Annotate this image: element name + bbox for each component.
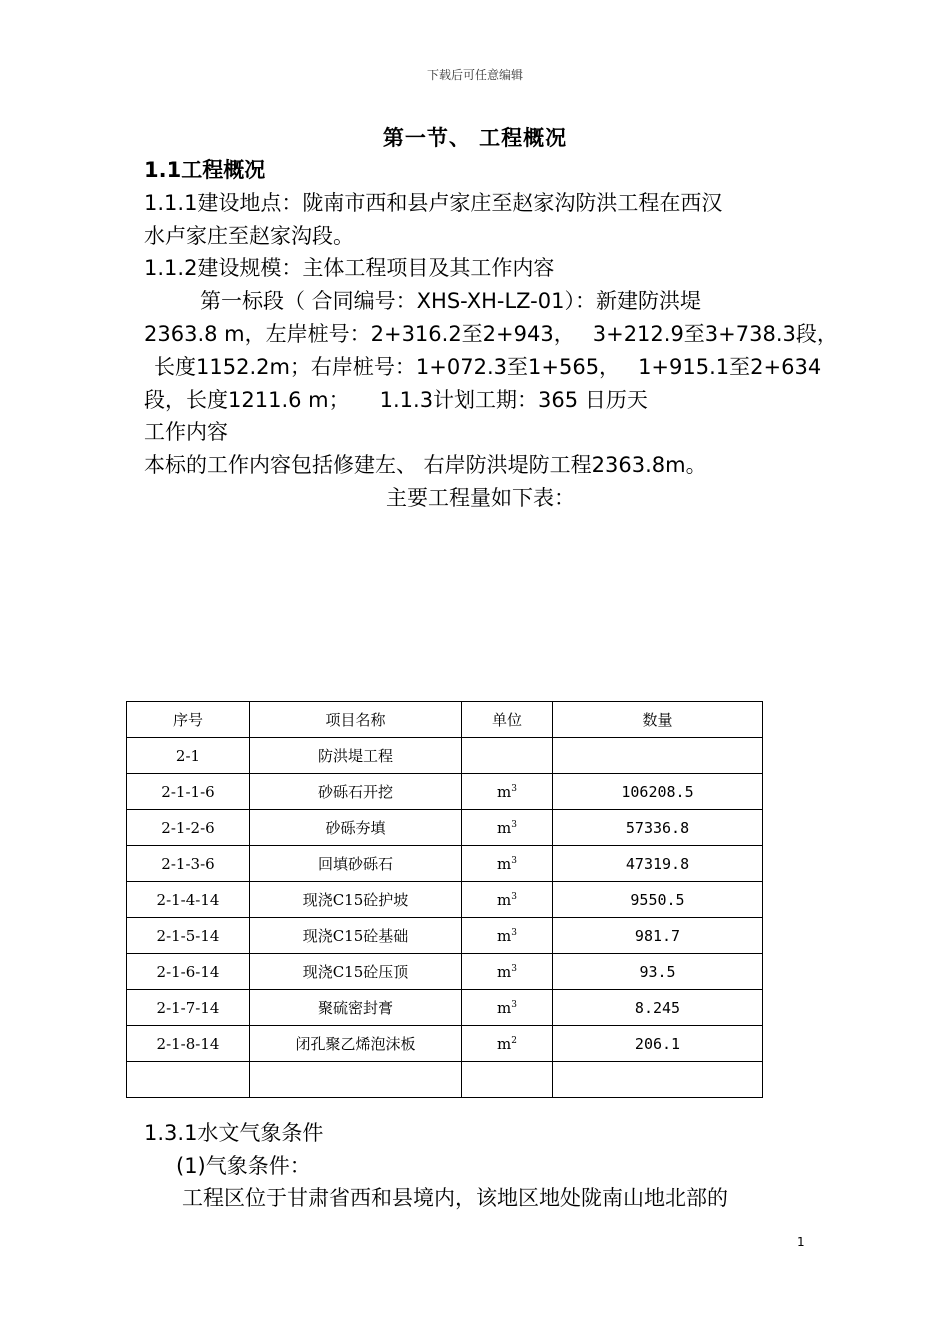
unit-exponent: 3 [511, 855, 517, 866]
left-bank-part2: 3+212.9至3+738.3段， [592, 322, 838, 346]
unit-base: m [497, 854, 512, 873]
unit-exponent: 3 [511, 891, 517, 902]
cell-unit [462, 810, 553, 846]
table-row [127, 882, 763, 918]
header-cell: 数量 [553, 702, 763, 738]
cell-name: 现浇C15砼基础 [250, 918, 462, 954]
cell-qty [553, 1062, 763, 1098]
cell-name: 砂砾夯填 [250, 810, 462, 846]
cell-unit [462, 990, 553, 1026]
sub-title: 1.1工程概况 [144, 158, 266, 182]
section-climate-heading: (1)气象条件： [176, 1154, 311, 1178]
cell-no: 2-1-2-6 [127, 810, 250, 846]
cell-qty [553, 738, 763, 774]
cell-name: 聚硫密封膏 [250, 990, 462, 1026]
cell-no [127, 1062, 250, 1098]
cell-qty: 981.7 [553, 918, 763, 954]
unit-exponent: 2 [511, 1035, 517, 1046]
unit-base: m [497, 890, 512, 909]
table-row [127, 990, 763, 1026]
table-row [127, 954, 763, 990]
para-scale-heading: 1.1.2建设规模：主体工程项目及其工作内容 [144, 256, 555, 280]
right-bank-part2: 1+915.1至2+634 [638, 355, 822, 379]
cell-qty: 9550.5 [553, 882, 763, 918]
cell-name [250, 1062, 462, 1098]
cell-name: 回填砂砾石 [250, 846, 462, 882]
unit-exponent: 3 [511, 963, 517, 974]
table-row [127, 918, 763, 954]
unit-base: m [497, 818, 512, 837]
header-cell: 单位 [462, 702, 553, 738]
cell-no: 2-1-5-14 [127, 918, 250, 954]
page-number: 1 [797, 1235, 805, 1249]
unit-base: m [497, 998, 512, 1017]
cell-qty: 57336.8 [553, 810, 763, 846]
cell-unit [462, 954, 553, 990]
para-work-heading: 工作内容 [144, 420, 228, 444]
unit-base: m [497, 962, 512, 981]
cell-no: 2-1-3-6 [127, 846, 250, 882]
para-location-line2: 水卢家庄至赵家沟段。 [144, 224, 354, 248]
cell-qty: 93.5 [553, 954, 763, 990]
table-row [127, 810, 763, 846]
table-row [127, 774, 763, 810]
unit-exponent: 3 [511, 927, 517, 938]
cell-unit [462, 1062, 553, 1098]
unit-exponent: 3 [511, 819, 517, 830]
left-bank-part1: 2363.8 m，左岸桩号：2+316.2至2+943， [144, 322, 575, 346]
duration-part1: 段，长度1211.6 m； [144, 388, 350, 412]
cell-unit [462, 738, 553, 774]
cell-name: 现浇C15砼护坡 [250, 882, 462, 918]
cell-qty: 8.245 [553, 990, 763, 1026]
table-caption: 主要工程量如下表： [386, 486, 575, 510]
unit-exponent: 3 [511, 999, 517, 1010]
para-location-line1: 1.1.1建设地点：陇南市西和县卢家庄至赵家沟防洪工程在西汉 [144, 191, 723, 215]
cell-no: 2-1-6-14 [127, 954, 250, 990]
para-climate: 工程区位于甘肃省西和县境内，该地区地处陇南山地北部的 [182, 1186, 728, 1210]
cell-name: 闭孔聚乙烯泡沫板 [250, 1026, 462, 1062]
unit-base: m [497, 926, 512, 945]
cell-name: 砂砾石开挖 [250, 774, 462, 810]
cell-unit [462, 846, 553, 882]
header-note: 下载后可任意编辑 [426, 68, 523, 82]
cell-no: 2-1-4-14 [127, 882, 250, 918]
cell-no: 2-1-7-14 [127, 990, 250, 1026]
cell-unit [462, 918, 553, 954]
right-bank-part1: 长度1152.2m；右岸桩号：1+072.3至1+565， [154, 355, 621, 379]
duration-part2: 1.1.3计划工期：365 日历天 [379, 388, 648, 412]
table-row [127, 1062, 763, 1098]
para-contract-line: 第一标段（ 合同编号：XHS-XH-LZ-01）：新建防洪堤 [200, 289, 701, 313]
header-cell: 项目名称 [250, 702, 462, 738]
para-duration-line [144, 384, 648, 414]
para-right-bank-line [154, 351, 821, 381]
unit-exponent: 3 [511, 783, 517, 794]
table-row [127, 738, 763, 774]
para-left-bank-line [144, 318, 838, 348]
section-title: 第一节、 工程概况 [382, 126, 568, 150]
cell-qty: 47319.8 [553, 846, 763, 882]
header-cell: 序号 [127, 702, 250, 738]
cell-unit [462, 774, 553, 810]
section-hydrology-heading: 1.3.1水文气象条件 [144, 1121, 324, 1145]
unit-base: m [497, 1034, 512, 1053]
quantity-table [126, 701, 763, 1098]
cell-qty: 106208.5 [553, 774, 763, 810]
cell-qty: 206.1 [553, 1026, 763, 1062]
cell-unit [462, 882, 553, 918]
para-work-content: 本标的工作内容包括修建左、 右岸防洪堤防工程2363.8m。 [144, 453, 707, 477]
table-header-row [127, 702, 763, 738]
table-row [127, 846, 763, 882]
cell-unit [462, 1026, 553, 1062]
cell-no: 2-1-8-14 [127, 1026, 250, 1062]
cell-name: 防洪堤工程 [250, 738, 462, 774]
table-row [127, 1026, 763, 1062]
cell-no: 2-1 [127, 738, 250, 774]
unit-base: m [497, 782, 512, 801]
cell-name: 现浇C15砼压顶 [250, 954, 462, 990]
cell-no: 2-1-1-6 [127, 774, 250, 810]
